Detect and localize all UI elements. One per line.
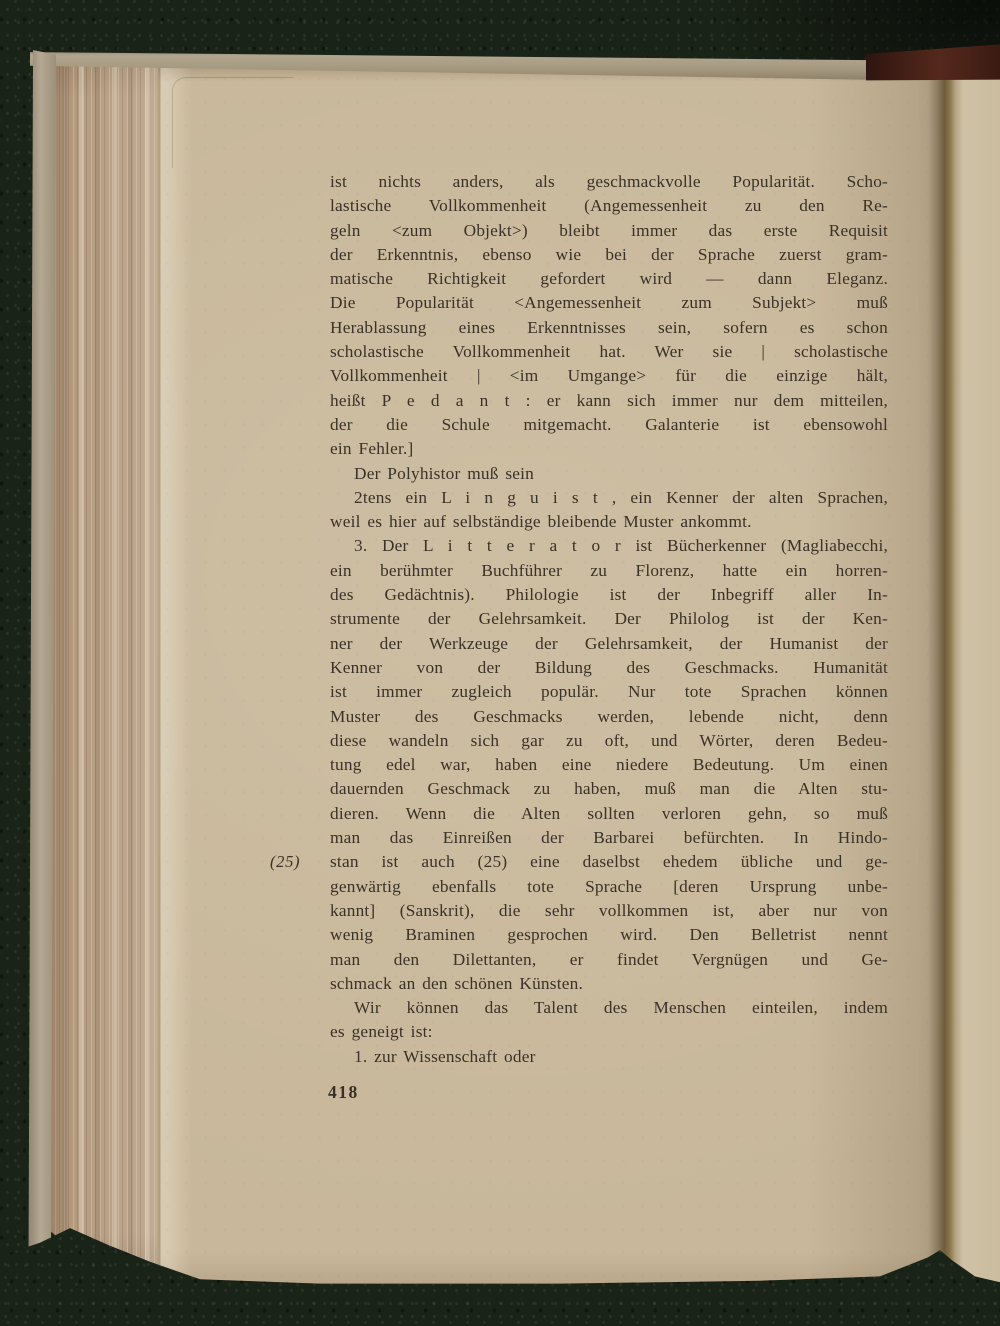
text-line: diese wandeln sich gar zu oft, und Wörter, deren Bedeu- [330, 730, 888, 750]
text-line: ner der Werkzeuge der Gelehrsamkeit, der Humanist der [330, 633, 888, 653]
text-line: genwärtig ebenfalls tote Sprache [deren Ursprung unbe- [330, 876, 888, 896]
page-number: 418 [328, 1082, 359, 1102]
text-line: dieren. Wenn die Alten sollten verloren gehn, so muß [330, 803, 888, 823]
text-line: lastische Vollkommenheit (Angemessenheit zu den Re- [330, 196, 888, 216]
text-line: scholastische Vollkommenheit hat. Wer sie | scholastische [330, 342, 888, 362]
text-line: man den Dilettanten, er findet Vergnügen und Ge- [330, 949, 888, 969]
text-line: Vollkommenheit | <im Umgange> für die einzige hält, [330, 366, 888, 386]
text-line: wenig Braminen gesprochen wird. Den Belletrist nennt [330, 925, 888, 945]
text-line: man das Einreißen der Barbarei befürchten. In Hindo- [330, 828, 888, 848]
text-line: heißt P e d a n t : er kann sich immer nur dem mitteilen, [330, 390, 888, 410]
text-line: Der Polyhistor muß sein [354, 463, 535, 483]
text-line: der die Schule mitgemacht. Galanterie ist ebensowohl [330, 414, 888, 434]
margin-note: (25) [270, 852, 301, 871]
gutter-shadow [928, 64, 962, 1286]
text-line: Herablassung eines Erkenntnisses sein, sofern es schon [330, 317, 888, 337]
fanned-page-edges [46, 60, 168, 1282]
text-line: strumente der Gelehrsamkeit. Der Philolog ist der Ken- [330, 609, 888, 629]
page-corner-emboss [172, 77, 293, 168]
text-line: stan ist auch (25) eine daselbst ehedem übliche und ge- [330, 852, 888, 872]
text-line: ist nichts anders, als geschmackvolle Popularität. Scho- [330, 172, 888, 191]
text-line: 2tens ein L i n g u i s t , ein Kenner der alten Sprachen, [354, 487, 888, 507]
text-line: ist immer zugleich populär. Nur tote Sprachen können [330, 682, 888, 702]
page-text [330, 170, 888, 1069]
text-line: Muster des Geschmacks werden, lebende nicht, denn [330, 706, 888, 726]
text-line: 1. zur Wissenschaft oder [354, 1046, 536, 1066]
text-line: matische Richtigkeit gefordert wird — dann Eleganz. [330, 269, 888, 289]
text-line: kannt] (Sanskrit), die sehr vollkommen ist, aber nur von [330, 900, 888, 920]
text-line: Die Popularität <Angemessenheit zum Subjekt> muß [330, 293, 888, 313]
text-line: geln <zum Objekt>) bleibt immer das erste Requisit [330, 220, 888, 240]
text-line: der Erkenntnis, ebenso wie bei der Sprache zuerst gram- [330, 244, 888, 264]
text-line: dauernden Geschmack zu haben, muß man die Alten stu- [330, 779, 888, 799]
text-line: ein Fehler.] [330, 439, 414, 459]
text-line: weil es hier auf selbständige bleibende Muster ankommt. [330, 512, 752, 532]
text-line: des Gedächtnis). Philologie ist der Inbegriff aller In- [330, 585, 888, 605]
text-line: ein berühmter Buchführer zu Florenz, hatte ein horren- [330, 560, 888, 580]
text-line: Wir können das Talent des Menschen einteilen, indem [354, 998, 888, 1018]
text-line: tung edel war, haben eine niedere Bedeutung. Um einen [330, 755, 888, 775]
text-line: Kenner von der Bildung des Geschmacks. Humanität [330, 657, 888, 677]
text-line: schmack an den schönen Künsten. [330, 973, 583, 993]
text-line: es geneigt ist: [330, 1022, 433, 1042]
text-line: 3. Der L i t t e r a t o r ist Bücherkenner (Magliabecchi, [354, 536, 888, 556]
